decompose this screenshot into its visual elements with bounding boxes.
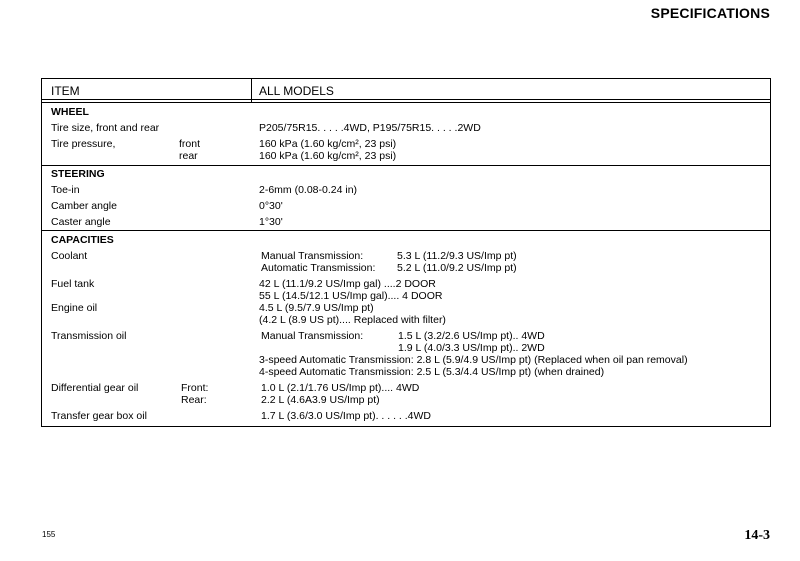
row-value: 160 kPa (1.60 kg/cm², 23 psi) [259,150,397,162]
row-label: Tire size, front and rear [51,122,160,134]
row-value: 4.5 L (9.5/7.9 US/Imp pt) [259,302,374,314]
row-label: Toe-in [51,184,80,196]
row-value: 2-6mm (0.08-0.24 in) [259,184,358,196]
row-value: 5.2 L (11.0/9.2 US/Imp pt) [397,262,517,274]
row-sublabel: Manual Transmission: [261,250,364,262]
section-heading-capacities: CAPACITIES [51,234,114,246]
row-value: 55 L (14.5/12.1 US/Imp gal).... 4 DOOR [259,290,443,302]
row-value: 3-speed Automatic Transmission: 2.8 L (5.9/4.9 US/Imp pt) (Replaced when oil pan removal) [259,354,688,366]
row-value: 1.5 L (3.2/2.6 US/Imp pt).. 4WD [398,330,545,342]
row-label: Camber angle [51,200,117,212]
row-label: Coolant [51,250,88,262]
row-value: (4.2 L (8.9 US pt).... Replaced with filter) [259,314,446,326]
row-value: 1°30' [259,216,283,228]
row-value: P205/75R15. . . . .4WD, P195/75R15. . . . .2WD [259,122,481,134]
section-rule [42,230,770,231]
footer-reference-number: 155 [42,530,56,539]
section-heading-steering: STEERING [51,168,105,180]
header-rule-double [42,102,770,103]
row-label: Transfer gear box oil [51,410,147,422]
row-sublabel: Front: [181,382,209,394]
row-value: 4-speed Automatic Transmission: 2.5 L (5.3/4.4 US/Imp pt) (when drained) [259,366,605,378]
column-header-item: ITEM [51,84,80,98]
row-value: 0°30' [259,200,283,212]
section-heading-wheel: WHEEL [51,106,89,118]
section-rule [42,165,770,166]
row-value: 160 kPa (1.60 kg/cm², 23 psi) [259,138,397,150]
row-sublabel: Automatic Transmission: [261,262,376,274]
row-sublabel: rear [179,150,198,162]
row-value: 1.9 L (4.0/3.3 US/Imp pt).. 2WD [398,342,545,354]
specifications-table [41,78,771,427]
header-rule [42,99,770,100]
row-label: Tire pressure, [51,138,116,150]
page-number: 14-3 [744,528,770,543]
row-label: Fuel tank [51,278,95,290]
row-value: 5.3 L (11.2/9.3 US/Imp pt) [397,250,517,262]
row-sublabel: front [179,138,201,150]
row-value: 2.2 L (4.6A3.9 US/Imp pt) [261,394,380,406]
row-label: Differential gear oil [51,382,139,394]
row-value: 42 L (11.1/9.2 US/Imp gal) ....2 DOOR [259,278,436,290]
row-sublabel: Rear: [181,394,207,406]
page-title: SPECIFICATIONS [650,5,770,21]
row-sublabel: Manual Transmission: [261,330,364,342]
row-value: 1.0 L (2.1/1.76 US/Imp pt).... 4WD [261,382,420,394]
row-label: Caster angle [51,216,111,228]
row-value: 1.7 L (3.6/3.0 US/Imp pt). . . . . .4WD [261,410,432,422]
row-label: Engine oil [51,302,98,314]
row-label: Transmission oil [51,330,127,342]
column-header-all-models: ALL MODELS [259,84,334,98]
